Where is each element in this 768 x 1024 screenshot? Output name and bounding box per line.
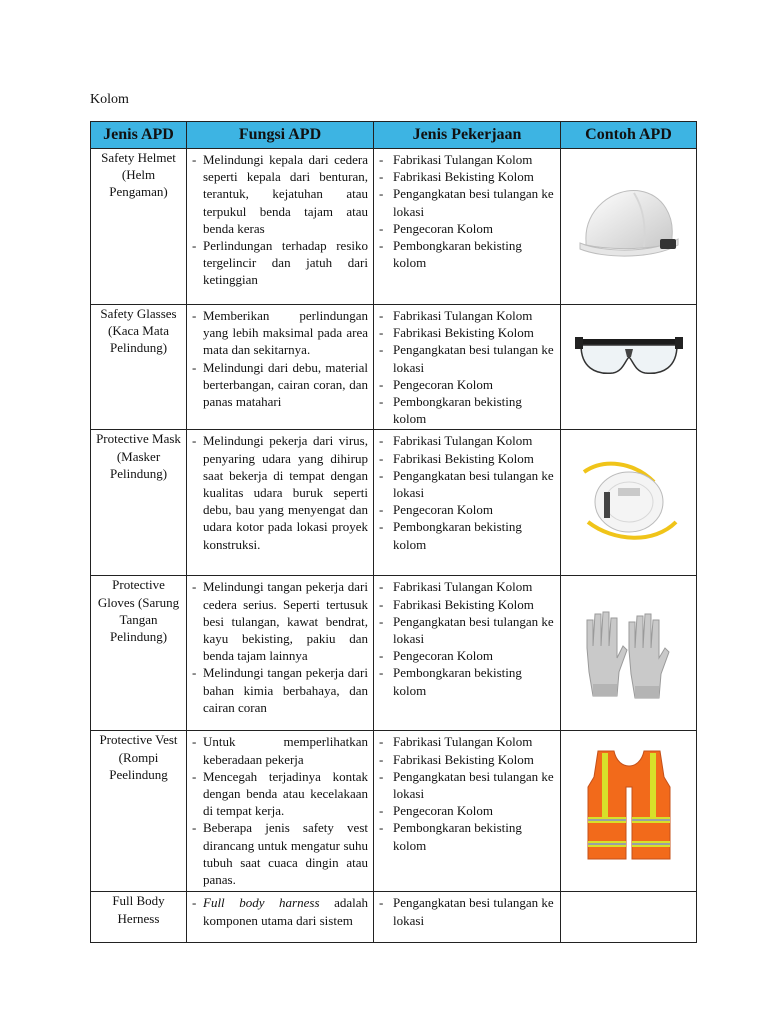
apd-work [374,892,561,943]
apd-example [561,149,697,305]
work-item: - Pengangkatan besi tulangan ke lokasi [379,894,555,928]
header-jenis-pekerjaan: Jenis Pekerjaan [374,122,561,149]
function-item: - Melindungi tangan pekerja dari cedera serius. Seperti tertusuk besi tulangan, kawat bendrat, kayu bekisting, pakiu dan benda tajam lainnya [192,578,368,664]
work-item: - Fabrikasi Tulangan Kolom [379,578,555,595]
table-row [91,892,697,943]
gloves-icon [579,598,679,708]
apd-name: Full Body Herness [91,892,187,943]
apd-function [187,576,374,731]
work-item: - Fabrikasi Bekisting Kolom [379,168,555,185]
apd-name: Protective Mask (Masker Pelindung) [91,430,187,576]
work-item: - Fabrikasi Bekisting Kolom [379,450,555,467]
apd-example [561,430,697,576]
apd-work [374,576,561,731]
function-item: - Melindungi tangan pekerja dari bahan kimia berbahaya, dan cairan coran [192,664,368,716]
apd-work [374,731,561,892]
work-item: - Pengangkatan besi tulangan ke lokasi [379,467,555,501]
apd-example [561,576,697,731]
work-item: - Pembongkaran bekisting kolom [379,819,555,853]
work-item: - Fabrikasi Bekisting Kolom [379,596,555,613]
work-item: - Fabrikasi Tulangan Kolom [379,307,555,324]
work-item: - Pengangkatan besi tulangan ke lokasi [379,185,555,219]
work-item: - Pengecoran Kolom [379,220,555,237]
function-item: - Melindungi dari debu, material berterbangan, cairan coran, dan panas matahari [192,359,368,411]
work-item: - Pembongkaran bekisting kolom [379,237,555,271]
work-item: - Pengangkatan besi tulangan ke lokasi [379,768,555,802]
apd-work [374,149,561,305]
work-item: - Pengecoran Kolom [379,647,555,664]
function-item: - Memberikan perlindungan yang lebih maksimal pada area mata dan sekitarnya. [192,307,368,359]
section-caption: Kolom [90,92,129,107]
function-item-italic: Full body harness [203,895,320,911]
apd-work [374,305,561,430]
function-item: - Perlindungan terhadap resiko tergelincir dan jatuh dari ketinggian [192,237,368,289]
apd-function [187,892,374,943]
work-item: - Pengecoran Kolom [379,501,555,518]
apd-function [187,305,374,430]
table-row [91,149,697,305]
apd-function [187,430,374,576]
table-row [91,305,697,430]
table-header-row [91,122,697,149]
work-item: - Fabrikasi Tulangan Kolom [379,151,555,168]
table-row [91,731,697,892]
apd-example [561,305,697,430]
apd-name: Safety Glasses (Kaca Mata Pelindung) [91,305,187,430]
function-item: - Untuk memperlihatkan keberadaan pekerja [192,733,368,767]
apd-table [90,121,697,943]
work-item: - Fabrikasi Tulangan Kolom [379,432,555,449]
work-item: - Pengecoran Kolom [379,376,555,393]
work-item: - Fabrikasi Tulangan Kolom [379,733,555,750]
work-item: - Fabrikasi Bekisting Kolom [379,324,555,341]
helmet-icon [574,179,684,269]
work-item: - Pengangkatan besi tulangan ke lokasi [379,341,555,375]
table-row [91,430,697,576]
function-item: - Melindungi kepala dari cedera seperti kepala dari benturan, terantuk, kejatuhan atau terpukul benda tajam atau benda keras [192,151,368,237]
header-contoh-apd: Contoh APD [561,122,697,149]
function-item: - Mencegah terjadinya kontak dengan benda atau kecelakaan di tempat kerja. [192,768,368,820]
work-item: - Pembongkaran bekisting kolom [379,664,555,698]
apd-work [374,430,561,576]
function-item [192,894,368,928]
apd-name: Safety Helmet (Helm Pengaman) [91,149,187,305]
apd-function [187,731,374,892]
apd-name: Protective Gloves (Sarung Tangan Pelindung) [91,576,187,731]
function-item-rest: adalah komponen utama dari sistem [203,895,368,928]
work-item: - Pembongkaran bekisting kolom [379,518,555,552]
apd-name: Protective Vest (Rompi Peelindung [91,731,187,892]
header-jenis-apd: Jenis APD [91,122,187,149]
header-fungsi-apd: Fungsi APD [187,122,374,149]
table-row [91,576,697,731]
vest-icon [584,747,674,867]
work-item: - Pembongkaran bekisting kolom [379,393,555,427]
work-item: - Pengangkatan besi tulangan ke lokasi [379,613,555,647]
apd-function [187,149,374,305]
work-item: - Fabrikasi Bekisting Kolom [379,751,555,768]
work-item: - Pengecoran Kolom [379,802,555,819]
safety-glasses-icon [573,327,685,387]
function-item: - Melindungi pekerja dari virus, penyaring udara yang dihirup saat bekerja di tempat dengan kualitas udara buruk seperti debu, bau yang menyengat dan udara kotor pada lokasi proyek konstruksi. [192,432,368,552]
apd-example [561,731,697,892]
mask-icon [574,452,684,552]
function-item: - Beberapa jenis safety vest dirancang untuk mengatur suhu tubuh saat cuaca dingin atau panas. [192,819,368,888]
apd-example [561,892,697,943]
